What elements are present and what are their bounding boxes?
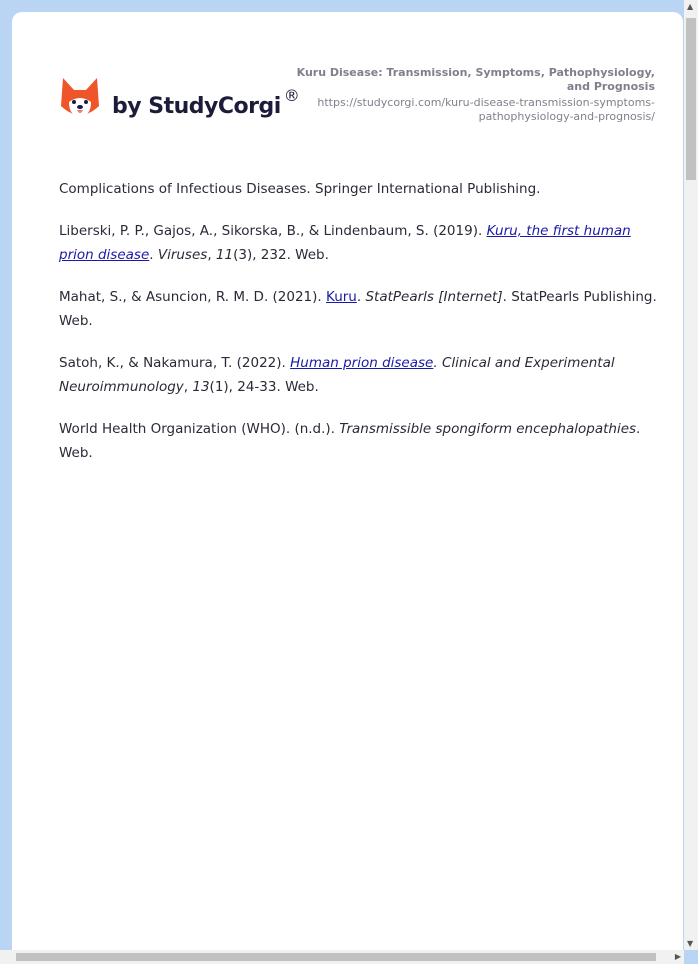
document-title: Kuru Disease: Transmission, Symptoms, Pathophysiology, and Prognosis: [296, 66, 655, 93]
horizontal-scroll-thumb[interactable]: [16, 953, 656, 961]
reference-link[interactable]: Human prion disease: [290, 355, 434, 371]
reference-item: Mahat, S., & Asuncion, R. M. D. (2021). Kuru. StatPearls [Internet]. StatPearls Publishing. Web.: [59, 289, 657, 329]
scroll-up-icon[interactable]: ▲: [687, 2, 694, 11]
studycorgi-logo[interactable]: [60, 76, 299, 122]
scroll-right-icon[interactable]: ▶: [674, 952, 681, 961]
reference-item: Complications of Infectious Diseases. Springer International Publishing.: [59, 181, 541, 197]
scroll-down-icon[interactable]: ▼: [687, 939, 694, 948]
reference-link[interactable]: Kuru, the first human prion disease: [59, 223, 631, 263]
document-url[interactable]: https://studycorgi.com/kuru-disease-transmission-symptoms-pathophysiology-and-prognosis/: [317, 96, 655, 123]
vertical-scroll-thumb[interactable]: [686, 18, 696, 180]
reference-list: [59, 177, 659, 483]
vertical-scrollbar[interactable]: [684, 0, 698, 950]
horizontal-scrollbar[interactable]: [0, 950, 684, 964]
document-page: [12, 12, 683, 962]
brand-name: by StudyCorgi ®: [112, 85, 300, 119]
reference-item: Liberski, P. P., Gajos, A., Sikorska, B., & Lindenbaum, S. (2019). Kuru, the first human prion disease. Viruses, 11(3), 232. Web.: [59, 223, 631, 263]
reference-link[interactable]: Kuru: [326, 289, 357, 305]
corgi-icon: [60, 76, 100, 122]
reference-item: Satoh, K., & Nakamura, T. (2022). Human prion disease. Clinical and Experimental Neuroimmunology, 13(1), 24-33. Web.: [59, 355, 615, 395]
reference-item: World Health Organization (WHO). (n.d.). Transmissible spongiform encephalopathies. Web.: [59, 421, 641, 461]
